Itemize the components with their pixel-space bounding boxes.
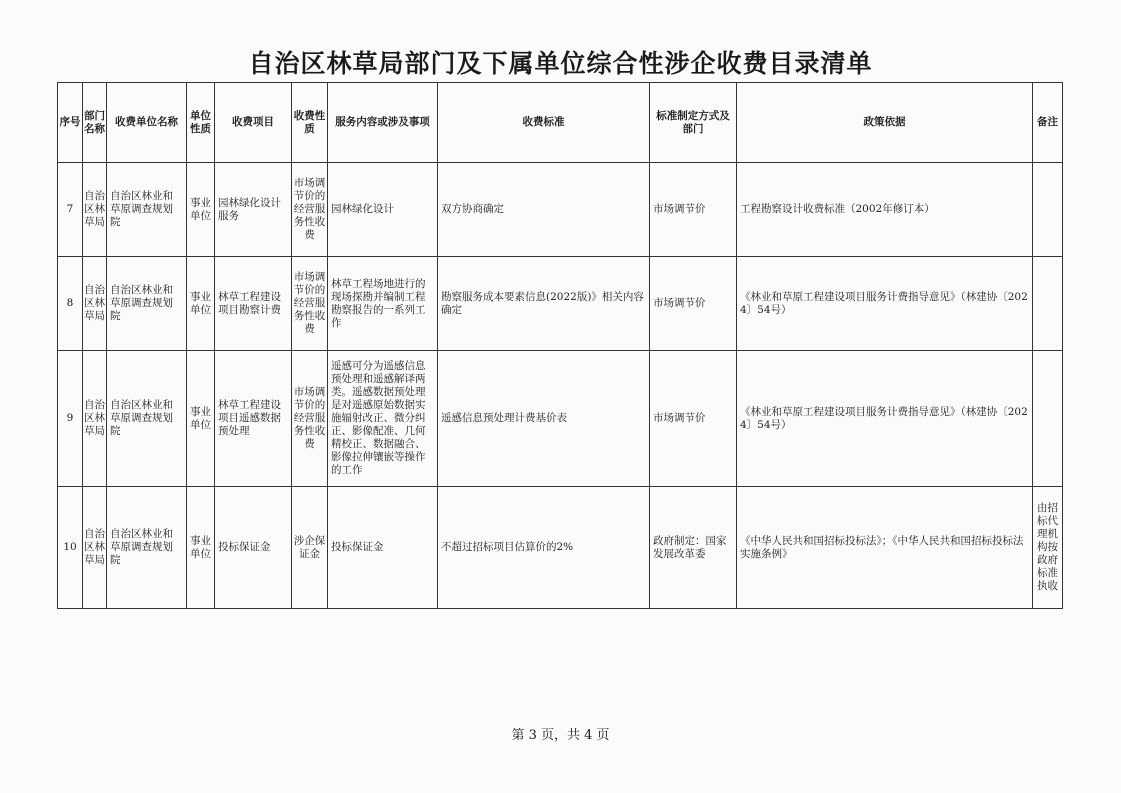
table-row <box>58 351 1063 487</box>
cell-method: 政府制定：国家发展改革委 <box>650 487 737 609</box>
cell-seq: 7 <box>58 163 83 257</box>
cell-service: 林草工程场地进行的现场探勘并编制工程勘察报告的一系列工作 <box>328 257 438 351</box>
cell-standard: 不超过招标项目估算价的2% <box>438 487 650 609</box>
cell-dept: 自治区林草局 <box>83 487 107 609</box>
cell-item: 园林绿化设计服务 <box>215 163 292 257</box>
cell-service: 园林绿化设计 <box>328 163 438 257</box>
cell-policy: 《林业和草原工程建设项目服务计费指导意见》（林建协〔2024〕54号） <box>737 351 1033 487</box>
table-row <box>58 487 1063 609</box>
page-title: 自治区林草局部门及下属单位综合性涉企收费目录清单 <box>248 49 873 78</box>
table-header-row <box>58 83 1063 163</box>
header-policy: 政策依据 <box>737 83 1033 163</box>
cell-unit-nature: 事业单位 <box>187 257 215 351</box>
cell-unit: 自治区林业和草原调查规划院 <box>107 351 187 487</box>
cell-standard: 双方协商确定 <box>438 163 650 257</box>
header-fee-nature: 收费性质 <box>292 83 328 163</box>
header-item: 收费项目 <box>215 83 292 163</box>
cell-method: 市场调节价 <box>650 163 737 257</box>
cell-unit: 自治区林业和草原调查规划院 <box>107 257 187 351</box>
cell-fee-nature: 市场调节价的经营服务性收费 <box>292 163 328 257</box>
cell-policy: 工程勘察设计收费标准（2002年修订本） <box>737 163 1033 257</box>
header-remark: 备注 <box>1033 83 1063 163</box>
cell-seq: 10 <box>58 487 83 609</box>
cell-remark <box>1033 351 1063 487</box>
cell-dept: 自治区林草局 <box>83 257 107 351</box>
cell-service: 投标保证金 <box>328 487 438 609</box>
cell-unit: 自治区林业和草原调查规划院 <box>107 487 187 609</box>
cell-remark <box>1033 163 1063 257</box>
cell-seq: 9 <box>58 351 83 487</box>
cell-standard: 勘察服务成本要素信息(2022版)》相关内容确定 <box>438 257 650 351</box>
cell-policy: 《林业和草原工程建设项目服务计费指导意见》（林建协〔2024〕54号） <box>737 257 1033 351</box>
cell-dept: 自治区林草局 <box>83 351 107 487</box>
cell-method: 市场调节价 <box>650 257 737 351</box>
cell-unit: 自治区林业和草原调查规划院 <box>107 163 187 257</box>
cell-remark <box>1033 257 1063 351</box>
cell-unit-nature: 事业单位 <box>187 351 215 487</box>
cell-fee-nature: 市场调节价的经营服务性收费 <box>292 351 328 487</box>
table-row <box>58 163 1063 257</box>
cell-fee-nature: 涉企保证金 <box>292 487 328 609</box>
cell-fee-nature: 市场调节价的经营服务性收费 <box>292 257 328 351</box>
cell-item: 林草工程建设项目勘察计费 <box>215 257 292 351</box>
page-footer: 第 3 页，共 4 页 <box>511 728 610 743</box>
fee-catalog-table <box>57 82 1063 609</box>
cell-standard: 遥感信息预处理计费基价表 <box>438 351 650 487</box>
cell-method: 市场调节价 <box>650 351 737 487</box>
header-seq: 序号 <box>58 83 83 163</box>
header-standard: 收费标准 <box>438 83 650 163</box>
header-service: 服务内容或涉及事项 <box>328 83 438 163</box>
cell-item: 林草工程建设项目遥感数据预处理 <box>215 351 292 487</box>
cell-unit-nature: 事业单位 <box>187 487 215 609</box>
table-row <box>58 257 1063 351</box>
header-unit: 收费单位名称 <box>107 83 187 163</box>
cell-item: 投标保证金 <box>215 487 292 609</box>
header-unit-nature: 单位性质 <box>187 83 215 163</box>
cell-policy: 《中华人民共和国招标投标法》；《中华人民共和国招标投标法实施条例》 <box>737 487 1033 609</box>
cell-remark: 由招标代理机构按政府标准执收 <box>1033 487 1063 609</box>
header-method: 标准制定方式及部门 <box>650 83 737 163</box>
cell-dept: 自治区林草局 <box>83 163 107 257</box>
cell-service: 遥感可分为遥感信息预处理和遥感解译两类。遥感数据预处理是对遥感原始数据实施辐射改正、微分纠正、影像配准、几何精校正、数据融合、影像拉伸镶嵌等操作的工作 <box>328 351 438 487</box>
cell-seq: 8 <box>58 257 83 351</box>
cell-unit-nature: 事业单位 <box>187 163 215 257</box>
header-dept: 部门名称 <box>83 83 107 163</box>
